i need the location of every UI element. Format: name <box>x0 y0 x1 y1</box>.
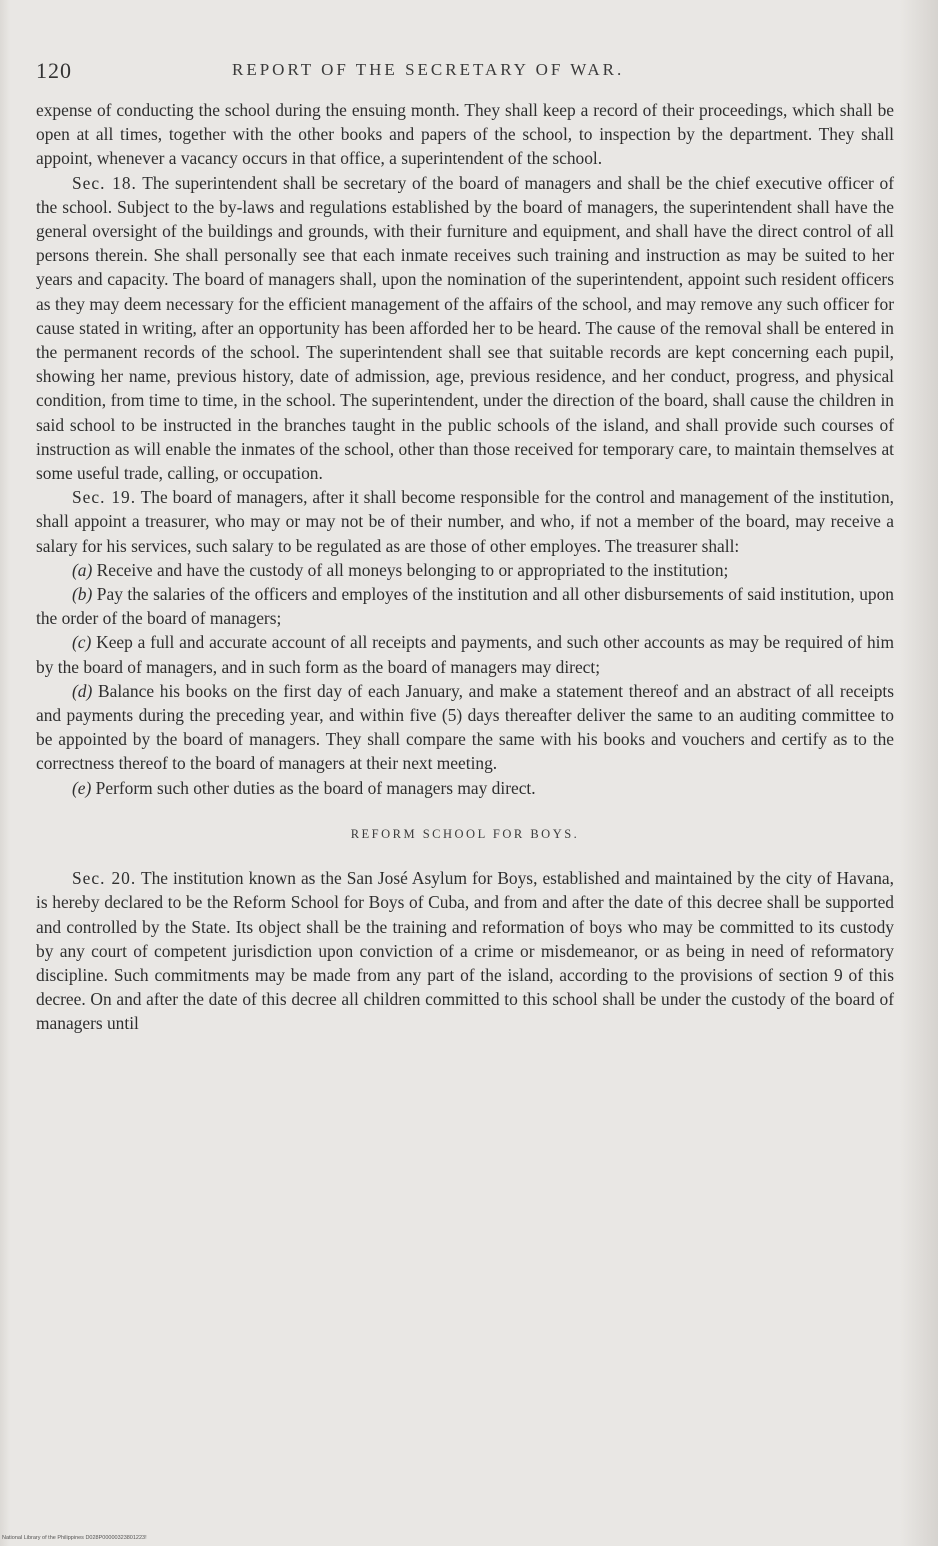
item-letter: (e) <box>72 777 92 798</box>
page-edge-right <box>900 0 938 1546</box>
item-letter: (b) <box>72 584 93 605</box>
item-text: Balance his books on the first day of each January, and make a statement thereof and an abstract of all receipts and payments during the preceding year, and within five (5) days thereafter deliver the same to an auditing committee to be appointed by the board of managers. They shall compare the same with his books and vouchers and certify as to the correctness thereof to the board of managers at their next meeting. <box>36 680 894 774</box>
paragraph-text: The board of managers, after it shall become responsible for the control and management of the institution, shall appoint a treasurer, who may or may not be of their number, and who, if not a member of the board, may receive a salary for his services, such salary to be regulated as are those of other employes. The treasurer shall: <box>36 487 894 556</box>
page-edge-left <box>0 0 10 1546</box>
page-number: 120 <box>36 58 72 83</box>
paragraph-sec-20 <box>36 866 894 1035</box>
paragraph-text: The institution known as the San José Asylum for Boys, established and maintained by the city of Havana, is hereby declared to be the Reform School for Boys of Cuba, and from and after the date of this decree shall be supported and controlled by the State. Its object shall be the training and reformation of boys who may be committed to its custody by any court of competent jurisdiction upon conviction of a crime or misdemeanor, or as being in need of reformatory discipline. Such commitments may be made from any part of the island, according to the provisions of section 9 of this decree. On and after the date of this decree all children committed to this school shall be under the custody of the board of managers until <box>36 868 894 1034</box>
item-text: Pay the salaries of the officers and employes of the institution and all other disbursements of said institution, upon the order of the board of managers; <box>36 584 894 629</box>
list-item-a <box>36 558 894 582</box>
item-text: Perform such other duties as the board of managers may direct. <box>95 777 536 798</box>
list-item-b <box>36 582 894 630</box>
section-label: Sec. 19. <box>72 487 137 508</box>
archive-footer-note: National Library of the Philippines D028P00000323801223! <box>2 1535 147 1541</box>
paragraph-sec-18 <box>36 171 894 486</box>
list-item-d <box>36 679 894 776</box>
paragraph-sec-19 <box>36 485 894 558</box>
item-letter: (c) <box>72 632 92 653</box>
list-item-e <box>36 776 894 800</box>
paragraph-continuation <box>36 98 894 171</box>
item-letter: (a) <box>72 559 93 580</box>
running-head: REPORT OF THE SECRETARY OF WAR. <box>232 60 625 79</box>
page-header <box>36 58 896 88</box>
body-text <box>36 98 894 1036</box>
list-item-c <box>36 630 894 678</box>
section-label: Sec. 20. <box>72 868 137 889</box>
item-text: Keep a full and accurate account of all receipts and payments, and such other accounts as may be required of him by the board of managers, and in such form as the board of managers may direct; <box>36 632 894 677</box>
section-heading: REFORM SCHOOL FOR BOYS. <box>350 826 580 841</box>
paragraph-text: expense of conducting the school during the ensuing month. They shall keep a record of their proceedings, which shall be open at all times, together with the other books and papers of the school, to inspection by the department. They shall appoint, whenever a vacancy occurs in that office, a superintendent of the school. <box>36 100 894 169</box>
item-letter: (d) <box>72 680 93 701</box>
section-label: Sec. 18. <box>72 172 137 193</box>
paragraph-text: The superintendent shall be secretary of the board of managers and shall be the chief executive officer of the school. Subject to the by-laws and regulations established by the board of managers, the superintendent shall have the general oversight of the buildings and grounds, with their furniture and equipment, and shall have the direct control of all persons therein. She shall personally see that each inmate receives such training and instruction as may be suited to her years and capacity. The board of managers shall, upon the nomination of the superintendent, appoint such resident officers as they may deem necessary for the efficient management of the affairs of the school, and may remove any such officer for cause stated in writing, after an opportunity has been afforded her to be heard. The cause of the removal shall be entered in the permanent records of the school. The superintendent shall see that suitable records are kept concerning each pupil, showing her name, previous history, date of admission, age, previous residence, and her conduct, progress, and physical condition, from time to time, in the school. The superintendent, under the direction of the board, shall cause the children in said school to be instructed in the branches taught in the public schools of the island, and shall provide such courses of instruction as will enable the inmates of the school, other than those received for temporary care, to maintain themselves at some useful trade, calling, or occupation. <box>36 172 894 484</box>
item-text: Receive and have the custody of all moneys belonging to or appropriated to the institution; <box>96 559 729 580</box>
